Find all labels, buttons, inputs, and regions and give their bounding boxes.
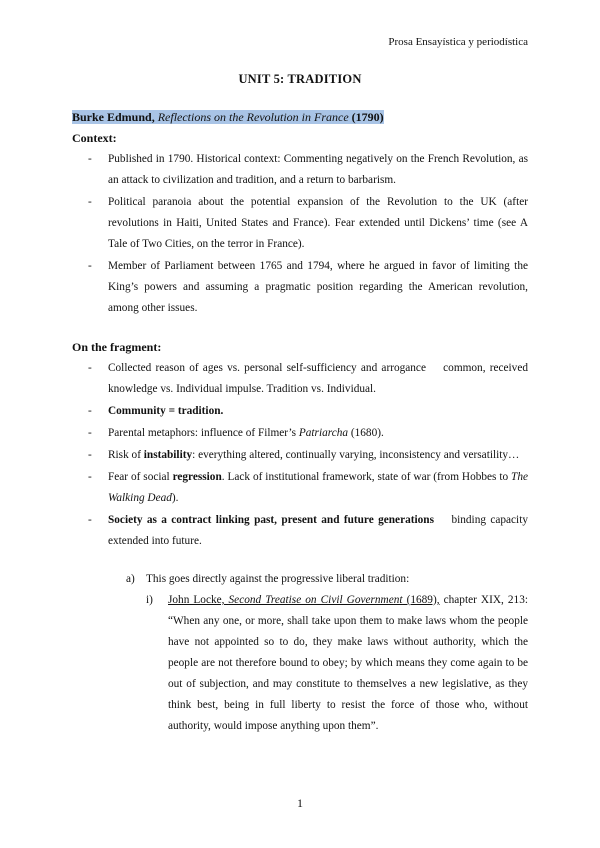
fragment-item [88,510,528,552]
source-work: Reflections on the Revolution in France [157,110,349,124]
sub-item-a [126,569,526,590]
sub-item-a-text: This goes directly against the progressive liberal tradition: [146,573,410,585]
page-number: 1 [297,796,303,810]
running-header: Prosa Ensayística y periodística [388,36,528,48]
patriarcha-title: Patriarcha [298,427,349,439]
fragment-item [88,445,528,466]
sub-marker-i: i) [146,594,153,606]
context-item: - Political paranoia about the potential expansion of the Revolution to the UK (after revolutions in Haiti, United States and France). Fear extended until Dickens’ time (see A Tale of Two Cities, on the terror in France). [88,192,528,255]
highlighted-source [72,110,384,124]
text-span: . Lack of institutional framework, state of war (from Hobbes to [221,471,512,483]
locke-year: (1689), [402,594,440,606]
context-heading: Context: [72,131,117,145]
source-heading [72,110,384,125]
source-year: (1790) [351,110,384,124]
fragment-heading: On the fragment: [72,340,162,354]
locke-author: John Locke, [168,594,229,606]
text-span: Fear of social [108,471,173,483]
context-list [88,149,528,320]
locke-quote [168,590,528,737]
fragment-item-bold: Community = tradition. [108,405,224,417]
page-title: UNIT 5: TRADITION [238,72,362,86]
text-span:   binding capacity extended into future. [108,514,528,547]
text-span: : everything altered, continually varying, inconsistency and versatility… [192,449,520,461]
sub-item-i [146,590,528,737]
context-item: - Member of Parliament between 1765 and 1794, where he argued in favor of limiting the King’s powers and assuming a pragmatic position regarding the American revolution, among other issues. [88,256,528,319]
fragment-list [88,358,528,553]
sub-marker-a: a) [126,573,135,585]
walking-dead-title: The Walking Dead [108,471,528,504]
text-span: Risk of [108,449,144,461]
instability-term: instability [143,449,193,461]
source-author: Burke Edmund, [72,110,155,124]
text-span: ). [171,492,179,504]
locke-quote-text: chapter XIX, 213: “When any one, or more, shall take upon them to make laws whom the people have not appointed so to do, they make laws without authority, which the people are not therefore bound to obey; by which means they come again to be out of subjection, and may constitute to themselves a new legislative, as they think best, being in full liberty to resist the force of those who, without authority, would impose anything upon them”. [168,594,528,732]
society-contract-term: Society as a contract linking past, present and future generations [108,514,434,526]
fragment-item [88,467,528,509]
fragment-item [88,401,528,422]
context-item: - Published in 1790. Historical context: Commenting negatively on the French Revolution, as an attack to civilization and tradition, and a return to barbarism. [88,149,528,191]
fragment-item: - Collected reason of ages vs. personal self-sufficiency and arrogance   common, received knowledge vs. Individual impulse. Tradition vs. Individual. [88,358,528,400]
fragment-item [88,423,528,444]
regression-term: regression [172,471,222,483]
text-span: Parental metaphors: influence of Filmer’s [108,427,299,439]
text-span: (1680). [348,427,384,439]
locke-work: Second Treatise on Civil Government [228,594,403,606]
